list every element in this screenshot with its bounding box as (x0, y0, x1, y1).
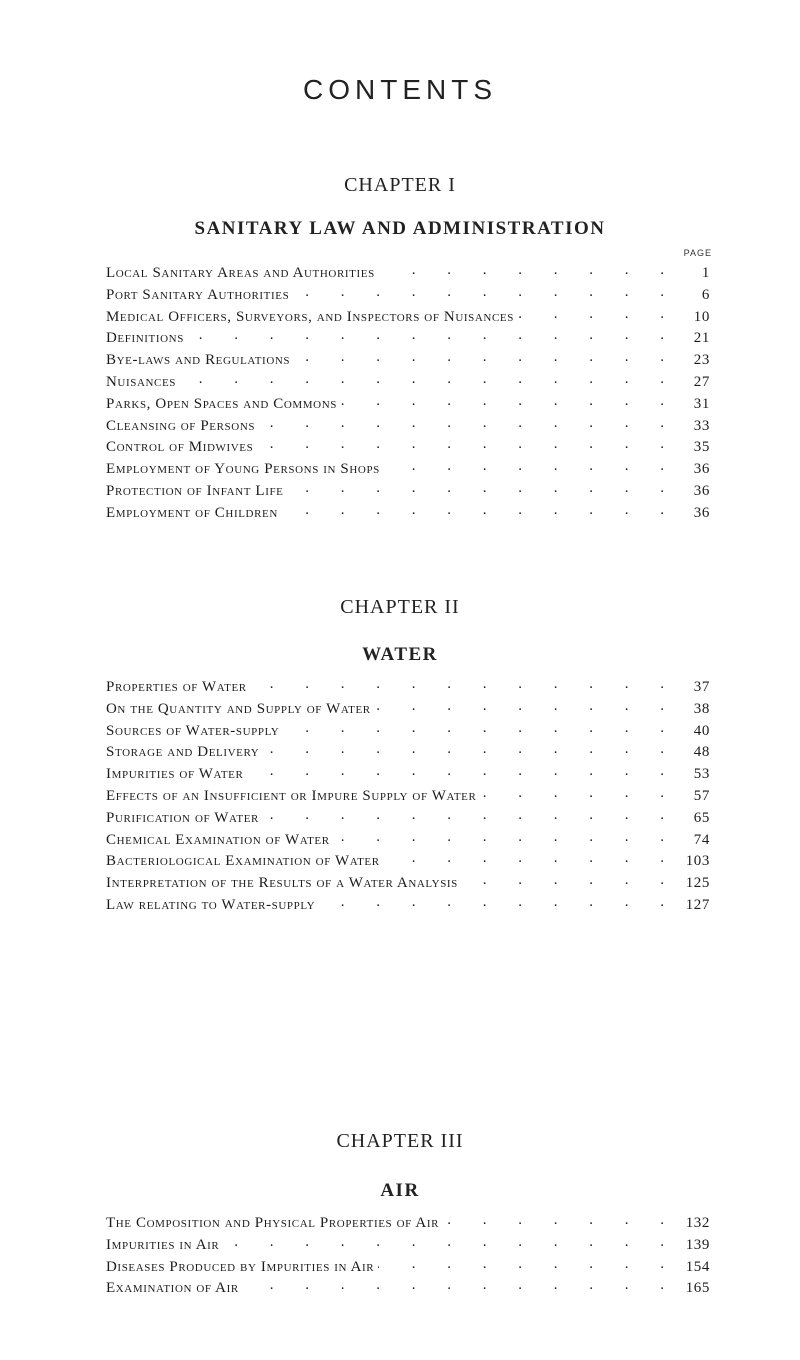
toc-entry-title: Law relating to Water-supply (106, 896, 316, 913)
toc-entry-title: Purification of Water (106, 809, 259, 826)
toc-entry (106, 415, 710, 437)
toc-entry-page-number: 35 (693, 439, 710, 456)
toc-entry-title: Local Sanitary Areas and Authorities (106, 265, 375, 281)
dot-leader (180, 371, 678, 386)
toc-entry-page-number: 57 (693, 787, 710, 804)
dot-leader (384, 458, 678, 473)
toc-entry (106, 741, 710, 763)
dot-leader (375, 698, 678, 713)
toc-entry (106, 458, 710, 480)
toc-entry (106, 306, 710, 328)
toc-entry-title: Employment of Young Persons in Shops (106, 461, 380, 478)
chapter-subtitle: SANITARY LAW AND ADMINISTRATION (194, 218, 606, 239)
chapter-heading: CHAPTER I (344, 174, 456, 196)
toc-entry-page-number: 27 (693, 373, 710, 390)
dot-leader (282, 502, 678, 517)
toc-entry (106, 720, 710, 742)
toc-entry (106, 1234, 710, 1256)
toc-entry-title: Bye-laws and Regulations (106, 352, 291, 369)
toc-entry-page-number: 40 (693, 722, 710, 739)
toc-entry-title: Impurities of Water (106, 766, 244, 783)
toc-entry (106, 1256, 710, 1278)
toc-entry-page-number: 125 (685, 875, 710, 892)
toc-entry (106, 436, 710, 458)
toc-entry-page-number: 36 (693, 482, 710, 499)
toc-entry (106, 676, 710, 698)
toc-entry-page-number: 127 (685, 896, 710, 913)
toc-entry (106, 371, 710, 393)
dot-leader (263, 807, 678, 822)
toc-entry-title: Employment of Children (106, 504, 278, 521)
toc-entry (106, 829, 710, 851)
toc-entry (106, 872, 710, 894)
chapter-heading: CHAPTER II (340, 596, 460, 618)
toc-entry-title: Chemical Examination of Water (106, 831, 330, 848)
toc-entry-title: Diseases Produced by Impurities in Air (106, 1258, 375, 1275)
toc-entry-title: Storage and Delivery (106, 744, 260, 761)
dot-leader (247, 763, 678, 778)
toc-entry-title: Interpretation of the Results of a Water Analysis (106, 875, 458, 892)
toc-entry-page-number: 36 (693, 504, 710, 521)
toc-entry-page-number: 165 (685, 1280, 710, 1297)
toc-entry-title: Sources of Water-supply (106, 722, 280, 739)
toc-entry-page-number: 132 (685, 1215, 710, 1231)
toc-entry-page-number: 53 (693, 766, 710, 783)
page-column-label: PAGE (683, 248, 712, 258)
toc-entry (106, 807, 710, 829)
dot-leader (319, 894, 678, 909)
dot-leader (341, 393, 678, 408)
page-title: CONTENTS (303, 74, 497, 105)
toc-list (106, 676, 710, 916)
toc-entry-title: Parks, Open Spaces and Commons (106, 395, 337, 412)
toc-entry-title: Control of Midwives (106, 439, 254, 456)
toc-entry-title: Properties of Water (106, 679, 247, 695)
toc-entry (106, 850, 710, 872)
toc-entry (106, 763, 710, 785)
toc-entry-title: Examination of Air (106, 1280, 239, 1297)
toc-list (106, 1212, 710, 1299)
toc-entry-page-number: 103 (685, 853, 710, 870)
dot-leader (257, 436, 678, 451)
toc-entry (106, 1212, 710, 1234)
dot-leader (462, 872, 678, 887)
dot-leader (379, 262, 678, 277)
dot-leader (378, 1256, 678, 1271)
toc-entry-title: Definitions (106, 330, 184, 347)
dot-leader (188, 327, 678, 342)
dot-leader (223, 1234, 678, 1249)
toc-entry (106, 502, 710, 524)
toc-entry-page-number: 36 (693, 461, 710, 478)
toc-entry-title: Impurities in Air (106, 1236, 220, 1253)
toc-entry-page-number: 74 (693, 831, 710, 848)
dot-leader (293, 284, 678, 299)
toc-entry-page-number: 23 (693, 352, 710, 369)
toc-entry-page-number: 10 (693, 308, 710, 325)
toc-entry (106, 393, 710, 415)
toc-entry-title: Cleansing of Persons (106, 417, 256, 434)
toc-entry-page-number: 48 (693, 744, 710, 761)
toc-entry (106, 894, 710, 916)
toc-entry (106, 349, 710, 371)
toc-entry-title: Effects of an Insufficient or Impure Supply of Water (106, 787, 477, 804)
toc-entry-page-number: 1 (701, 265, 710, 281)
dot-leader (251, 676, 678, 691)
toc-entry-page-number: 31 (693, 395, 710, 412)
toc-entry-title: Bacteriological Examination of Water (106, 853, 380, 870)
dot-leader (288, 480, 679, 495)
dot-leader (263, 741, 678, 756)
dot-leader (259, 415, 678, 430)
toc-entry (106, 284, 710, 306)
dot-leader (243, 1277, 678, 1292)
dot-leader (334, 829, 678, 844)
dot-leader (283, 720, 678, 735)
toc-entry (106, 262, 710, 284)
toc-entry (106, 1277, 710, 1299)
dot-leader (384, 850, 678, 865)
dot-leader (294, 349, 678, 364)
toc-entry (106, 785, 710, 807)
toc-entry-page-number: 139 (685, 1236, 710, 1253)
toc-list (106, 262, 710, 524)
toc-entry-title: On the Quantity and Supply of Water (106, 700, 371, 717)
toc-entry-page-number: 21 (693, 330, 710, 347)
toc-entry-page-number: 37 (693, 679, 710, 695)
chapter-subtitle: WATER (362, 644, 438, 665)
toc-entry-page-number: 33 (693, 417, 710, 434)
toc-entry-page-number: 6 (701, 286, 710, 303)
toc-entry-page-number: 154 (685, 1258, 710, 1275)
toc-entry (106, 698, 710, 720)
dot-leader (518, 306, 678, 321)
chapter-subtitle: AIR (380, 1180, 420, 1201)
toc-entry-page-number: 65 (693, 809, 710, 826)
toc-entry-title: Protection of Infant Life (106, 482, 284, 499)
toc-entry-page-number: 38 (693, 700, 710, 717)
toc-entry-title: The Composition and Physical Properties of Air (106, 1215, 440, 1231)
dot-leader (480, 785, 678, 800)
toc-entry-title: Port Sanitary Authorities (106, 286, 290, 303)
toc-entry-title: Medical Officers, Surveyors, and Inspectors of Nuisances (106, 308, 514, 325)
toc-entry-title: Nuisances (106, 373, 177, 390)
toc-entry (106, 480, 710, 502)
dot-leader (443, 1212, 678, 1227)
toc-entry (106, 327, 710, 349)
chapter-heading: CHAPTER III (336, 1130, 464, 1152)
